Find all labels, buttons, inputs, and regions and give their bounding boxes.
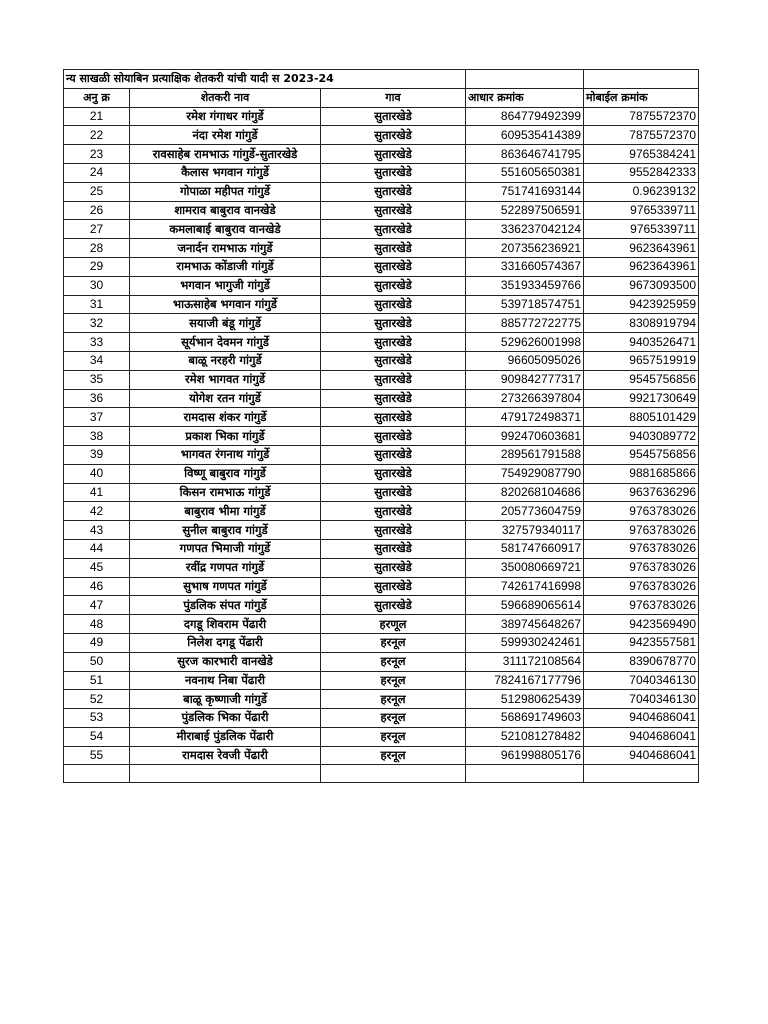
mobile-cell: 8390678770 bbox=[584, 652, 699, 671]
aadhaar-cell: 885772722775 bbox=[466, 314, 584, 333]
farmer-name-cell: कैलास भगवान गांगुर्डे bbox=[130, 163, 321, 182]
table-row bbox=[64, 427, 699, 446]
aadhaar-cell: 992470603681 bbox=[466, 427, 584, 446]
village-cell: हरनूल bbox=[321, 690, 466, 709]
table-row bbox=[64, 239, 699, 258]
serial-cell: 48 bbox=[64, 615, 130, 634]
mobile-cell: 9765384241 bbox=[584, 145, 699, 164]
aadhaar-cell: 522897506591 bbox=[466, 201, 584, 220]
aadhaar-cell: 599930242461 bbox=[466, 633, 584, 652]
mobile-cell: 8308919794 bbox=[584, 314, 699, 333]
mobile-cell: 9545756856 bbox=[584, 370, 699, 389]
aadhaar-cell: 909842777317 bbox=[466, 370, 584, 389]
mobile-cell: 8805101429 bbox=[584, 408, 699, 427]
serial-cell: 52 bbox=[64, 690, 130, 709]
farmer-name-cell: पुंडलिक भिका पेंढारी bbox=[130, 709, 321, 728]
title-row bbox=[64, 70, 699, 89]
mobile-cell: 9765339711 bbox=[584, 201, 699, 220]
aadhaar-cell: 96605095026 bbox=[466, 351, 584, 370]
mobile-cell: 9403089772 bbox=[584, 427, 699, 446]
serial-cell: 30 bbox=[64, 276, 130, 295]
mobile-cell: 9881685866 bbox=[584, 464, 699, 483]
table-row bbox=[64, 652, 699, 671]
aadhaar-cell: 289561791588 bbox=[466, 445, 584, 464]
village-cell: हरणूल bbox=[321, 615, 466, 634]
table-row bbox=[64, 276, 699, 295]
serial-cell: 51 bbox=[64, 671, 130, 690]
village-cell: सुतारखेडे bbox=[321, 201, 466, 220]
village-cell: हरनूल bbox=[321, 633, 466, 652]
aadhaar-cell: 521081278482 bbox=[466, 727, 584, 746]
farmer-name-cell: कमलाबाई बाबुराव वानखेडे bbox=[130, 220, 321, 239]
serial-cell: 50 bbox=[64, 652, 130, 671]
table-row bbox=[64, 145, 699, 164]
serial-cell: 38 bbox=[64, 427, 130, 446]
mobile-cell: 9623643961 bbox=[584, 257, 699, 276]
mobile-cell: 9765339711 bbox=[584, 220, 699, 239]
serial-cell: 46 bbox=[64, 577, 130, 596]
farmer-name-cell: नंदा रमेश गांगुर्डे bbox=[130, 126, 321, 145]
aadhaar-cell: 336237042124 bbox=[466, 220, 584, 239]
table-row bbox=[64, 201, 699, 220]
table-row bbox=[64, 709, 699, 728]
mobile-cell: 9637636296 bbox=[584, 483, 699, 502]
header-row bbox=[64, 88, 699, 107]
aadhaar-cell: 581747660917 bbox=[466, 539, 584, 558]
farmer-name-cell: निलेश दगडू पेंढारी bbox=[130, 633, 321, 652]
table-row bbox=[64, 539, 699, 558]
farmer-name-cell: पुंडलिक संपत गांगुर्डे bbox=[130, 596, 321, 615]
table-row bbox=[64, 389, 699, 408]
mobile-cell: 9404686041 bbox=[584, 746, 699, 765]
village-cell: सुतारखेडे bbox=[321, 577, 466, 596]
table-row bbox=[64, 521, 699, 540]
table-row bbox=[64, 182, 699, 201]
serial-cell: 37 bbox=[64, 408, 130, 427]
mobile-cell: 9763783026 bbox=[584, 521, 699, 540]
village-cell: सुतारखेडे bbox=[321, 295, 466, 314]
farmer-name-cell: रामदास रेवजी पेंढारी bbox=[130, 746, 321, 765]
village-cell: सुतारखेडे bbox=[321, 276, 466, 295]
table-row bbox=[64, 314, 699, 333]
farmer-name-cell: रावसाहेब रामभाऊ गांगुर्डे-सुतारखेडे bbox=[130, 145, 321, 164]
serial-cell: 34 bbox=[64, 351, 130, 370]
farmer-name-cell: भागवत रंगनाथ गांगुर्डे bbox=[130, 445, 321, 464]
farmer-name-cell: भगवान भागुजी गांगुर्डे bbox=[130, 276, 321, 295]
header-farmer-name: शेतकरी नाव bbox=[130, 88, 321, 107]
farmer-name-cell: भाऊसाहेब भगवान गांगुर्डे bbox=[130, 295, 321, 314]
aadhaar-cell: 863646741795 bbox=[466, 145, 584, 164]
village-cell: सुतारखेडे bbox=[321, 389, 466, 408]
aadhaar-cell: 351933459766 bbox=[466, 276, 584, 295]
serial-cell: 21 bbox=[64, 107, 130, 126]
serial-cell: 27 bbox=[64, 220, 130, 239]
empty-cell bbox=[64, 765, 130, 783]
mobile-cell: 9403526471 bbox=[584, 333, 699, 352]
village-cell: सुतारखेडे bbox=[321, 163, 466, 182]
village-cell: सुतारखेडे bbox=[321, 521, 466, 540]
aadhaar-cell: 207356236921 bbox=[466, 239, 584, 258]
table-row bbox=[64, 163, 699, 182]
serial-cell: 42 bbox=[64, 502, 130, 521]
village-cell: सुतारखेडे bbox=[321, 182, 466, 201]
farmer-name-cell: रमेश गंगाधर गांगुर्डे bbox=[130, 107, 321, 126]
table-row bbox=[64, 351, 699, 370]
village-cell: सुतारखेडे bbox=[321, 408, 466, 427]
serial-cell: 49 bbox=[64, 633, 130, 652]
village-cell: सुतारखेडे bbox=[321, 483, 466, 502]
mobile-cell: 9763783026 bbox=[584, 539, 699, 558]
farmer-name-cell: प्रकाश भिका गांगुर्डे bbox=[130, 427, 321, 446]
village-cell: सुतारखेडे bbox=[321, 126, 466, 145]
table-row bbox=[64, 558, 699, 577]
sheet-title: न्य साखळी सोयाबिन प्रत्याक्षिक शेतकरी यांची यादी स 2023-24 bbox=[64, 70, 466, 89]
mobile-cell: 9552842333 bbox=[584, 163, 699, 182]
serial-cell: 22 bbox=[64, 126, 130, 145]
table-row bbox=[64, 445, 699, 464]
mobile-cell: 9404686041 bbox=[584, 709, 699, 728]
village-cell: सुतारखेडे bbox=[321, 596, 466, 615]
village-cell: सुतारखेडे bbox=[321, 464, 466, 483]
mobile-cell: 7040346130 bbox=[584, 671, 699, 690]
serial-cell: 36 bbox=[64, 389, 130, 408]
village-cell: हरनूल bbox=[321, 746, 466, 765]
table-row bbox=[64, 615, 699, 634]
farmer-name-cell: दगडू शिवराम पेंढारी bbox=[130, 615, 321, 634]
aadhaar-cell: 273266397804 bbox=[466, 389, 584, 408]
empty-cell bbox=[584, 765, 699, 783]
aadhaar-cell: 512980625439 bbox=[466, 690, 584, 709]
aadhaar-cell: 327579340117 bbox=[466, 521, 584, 540]
aadhaar-cell: 539718574751 bbox=[466, 295, 584, 314]
mobile-cell: 9623643961 bbox=[584, 239, 699, 258]
village-cell: सुतारखेडे bbox=[321, 239, 466, 258]
aadhaar-cell: 479172498371 bbox=[466, 408, 584, 427]
serial-cell: 28 bbox=[64, 239, 130, 258]
table-row bbox=[64, 746, 699, 765]
aadhaar-cell: 609535414389 bbox=[466, 126, 584, 145]
table-row bbox=[64, 727, 699, 746]
farmer-name-cell: किसन रामभाऊ गांगुर्डे bbox=[130, 483, 321, 502]
aadhaar-cell: 389745648267 bbox=[466, 615, 584, 634]
farmer-name-cell: रामभाऊ कोंडाजी गांगुर्डे bbox=[130, 257, 321, 276]
aadhaar-cell: 820268104686 bbox=[466, 483, 584, 502]
empty-cell bbox=[130, 765, 321, 783]
mobile-cell: 7875572370 bbox=[584, 126, 699, 145]
farmer-name-cell: शामराव बाबुराव वानखेडे bbox=[130, 201, 321, 220]
aadhaar-cell: 742617416998 bbox=[466, 577, 584, 596]
aadhaar-cell: 350080669721 bbox=[466, 558, 584, 577]
farmer-name-cell: बाळू नरहरी गांगुर्डे bbox=[130, 351, 321, 370]
village-cell: सुतारखेडे bbox=[321, 145, 466, 164]
table-row bbox=[64, 295, 699, 314]
farmer-name-cell: सूर्यभान देवमन गांगुर्डे bbox=[130, 333, 321, 352]
farmer-name-cell: नवनाथ निबा पेंढारी bbox=[130, 671, 321, 690]
farmer-name-cell: रवींद्र गणपत गांगुर्डे bbox=[130, 558, 321, 577]
mobile-cell: 9657519919 bbox=[584, 351, 699, 370]
aadhaar-cell: 568691749603 bbox=[466, 709, 584, 728]
mobile-cell: 9763783026 bbox=[584, 577, 699, 596]
serial-cell: 43 bbox=[64, 521, 130, 540]
mobile-cell: 9545756856 bbox=[584, 445, 699, 464]
table-row bbox=[64, 690, 699, 709]
farmer-name-cell: बाबुराव भीमा गांगुर्डे bbox=[130, 502, 321, 521]
serial-cell: 23 bbox=[64, 145, 130, 164]
serial-cell: 32 bbox=[64, 314, 130, 333]
title-row-empty-cell bbox=[584, 70, 699, 89]
village-cell: सुतारखेडे bbox=[321, 558, 466, 577]
mobile-cell: 0.96239132 bbox=[584, 182, 699, 201]
mobile-cell: 9763783026 bbox=[584, 502, 699, 521]
farmer-name-cell: योगेश रतन गांगुर्डे bbox=[130, 389, 321, 408]
serial-cell: 55 bbox=[64, 746, 130, 765]
serial-cell: 47 bbox=[64, 596, 130, 615]
farmer-name-cell: गोपाळा महीपत गांगुर्डे bbox=[130, 182, 321, 201]
serial-cell: 54 bbox=[64, 727, 130, 746]
serial-cell: 33 bbox=[64, 333, 130, 352]
village-cell: सुतारखेडे bbox=[321, 333, 466, 352]
farmer-name-cell: बाळू कृष्णाजी गांगुर्डे bbox=[130, 690, 321, 709]
mobile-cell: 9763783026 bbox=[584, 596, 699, 615]
village-cell: हरनूल bbox=[321, 652, 466, 671]
farmer-name-cell: गणपत भिमाजी गांगुर्डे bbox=[130, 539, 321, 558]
header-serial: अनु क्र bbox=[64, 88, 130, 107]
village-cell: सुतारखेडे bbox=[321, 427, 466, 446]
farmer-list-table bbox=[63, 69, 699, 783]
table-body bbox=[64, 70, 699, 783]
village-cell: सुतारखेडे bbox=[321, 257, 466, 276]
farmer-name-cell: रमेश भागवत गांगुर्डे bbox=[130, 370, 321, 389]
title-row-empty-cell bbox=[466, 70, 584, 89]
village-cell: हरनूल bbox=[321, 671, 466, 690]
mobile-cell: 7040346130 bbox=[584, 690, 699, 709]
farmer-name-cell: सुरज कारभारी वानखेडे bbox=[130, 652, 321, 671]
table-row bbox=[64, 257, 699, 276]
table-row bbox=[64, 633, 699, 652]
farmer-name-cell: जनार्दन रामभाऊ गांगुर्डे bbox=[130, 239, 321, 258]
aadhaar-cell: 205773604759 bbox=[466, 502, 584, 521]
table-row bbox=[64, 370, 699, 389]
village-cell: हरनूल bbox=[321, 727, 466, 746]
aadhaar-cell: 596689065614 bbox=[466, 596, 584, 615]
aadhaar-cell: 311172108564 bbox=[466, 652, 584, 671]
table-row bbox=[64, 596, 699, 615]
aadhaar-cell: 529626001998 bbox=[466, 333, 584, 352]
header-aadhaar: आधार क्रमांक bbox=[466, 88, 584, 107]
mobile-cell: 9763783026 bbox=[584, 558, 699, 577]
aadhaar-cell: 961998805176 bbox=[466, 746, 584, 765]
serial-cell: 24 bbox=[64, 163, 130, 182]
mobile-cell: 9673093500 bbox=[584, 276, 699, 295]
farmer-name-cell: विष्णू बाबुराव गांगुर्डे bbox=[130, 464, 321, 483]
table-row bbox=[64, 502, 699, 521]
table-row bbox=[64, 483, 699, 502]
table-row bbox=[64, 333, 699, 352]
mobile-cell: 9404686041 bbox=[584, 727, 699, 746]
table-row bbox=[64, 126, 699, 145]
village-cell: सुतारखेडे bbox=[321, 220, 466, 239]
village-cell: सुतारखेडे bbox=[321, 539, 466, 558]
serial-cell: 53 bbox=[64, 709, 130, 728]
serial-cell: 40 bbox=[64, 464, 130, 483]
header-mobile: मोबाईल क्रमांक bbox=[584, 88, 699, 107]
mobile-cell: 9423569490 bbox=[584, 615, 699, 634]
table-row bbox=[64, 220, 699, 239]
farmer-name-cell: सुनील बाबुराव गांगुर्डे bbox=[130, 521, 321, 540]
village-cell: सुतारखेडे bbox=[321, 351, 466, 370]
serial-cell: 31 bbox=[64, 295, 130, 314]
farmer-name-cell: मीराबाई पुंडलिक पेंढारी bbox=[130, 727, 321, 746]
village-cell: सुतारखेडे bbox=[321, 445, 466, 464]
serial-cell: 41 bbox=[64, 483, 130, 502]
aadhaar-cell: 864779492399 bbox=[466, 107, 584, 126]
serial-cell: 26 bbox=[64, 201, 130, 220]
header-village: गाव bbox=[321, 88, 466, 107]
empty-cell bbox=[466, 765, 584, 783]
mobile-cell: 7875572370 bbox=[584, 107, 699, 126]
serial-cell: 44 bbox=[64, 539, 130, 558]
serial-cell: 45 bbox=[64, 558, 130, 577]
serial-cell: 35 bbox=[64, 370, 130, 389]
serial-cell: 39 bbox=[64, 445, 130, 464]
table-row bbox=[64, 408, 699, 427]
village-cell: हरनूल bbox=[321, 709, 466, 728]
mobile-cell: 9423925959 bbox=[584, 295, 699, 314]
aadhaar-cell: 754929087790 bbox=[466, 464, 584, 483]
serial-cell: 29 bbox=[64, 257, 130, 276]
aadhaar-cell: 751741693144 bbox=[466, 182, 584, 201]
table-row bbox=[64, 577, 699, 596]
mobile-cell: 9423557581 bbox=[584, 633, 699, 652]
mobile-cell: 9921730649 bbox=[584, 389, 699, 408]
aadhaar-cell: 7824167177796 bbox=[466, 671, 584, 690]
empty-row bbox=[64, 765, 699, 783]
serial-cell: 25 bbox=[64, 182, 130, 201]
village-cell: सुतारखेडे bbox=[321, 314, 466, 333]
aadhaar-cell: 331660574367 bbox=[466, 257, 584, 276]
village-cell: सुतारखेडे bbox=[321, 107, 466, 126]
village-cell: सुतारखेडे bbox=[321, 502, 466, 521]
table-row bbox=[64, 464, 699, 483]
aadhaar-cell: 551605650381 bbox=[466, 163, 584, 182]
farmer-name-cell: रामदास शंकर गांगुर्डे bbox=[130, 408, 321, 427]
table-row bbox=[64, 671, 699, 690]
village-cell: सुतारखेडे bbox=[321, 370, 466, 389]
farmer-name-cell: सुभाष गणपत गांगुर्डे bbox=[130, 577, 321, 596]
farmer-name-cell: सयाजी बंडू गांगुर्डे bbox=[130, 314, 321, 333]
table-row bbox=[64, 107, 699, 126]
empty-cell bbox=[321, 765, 466, 783]
